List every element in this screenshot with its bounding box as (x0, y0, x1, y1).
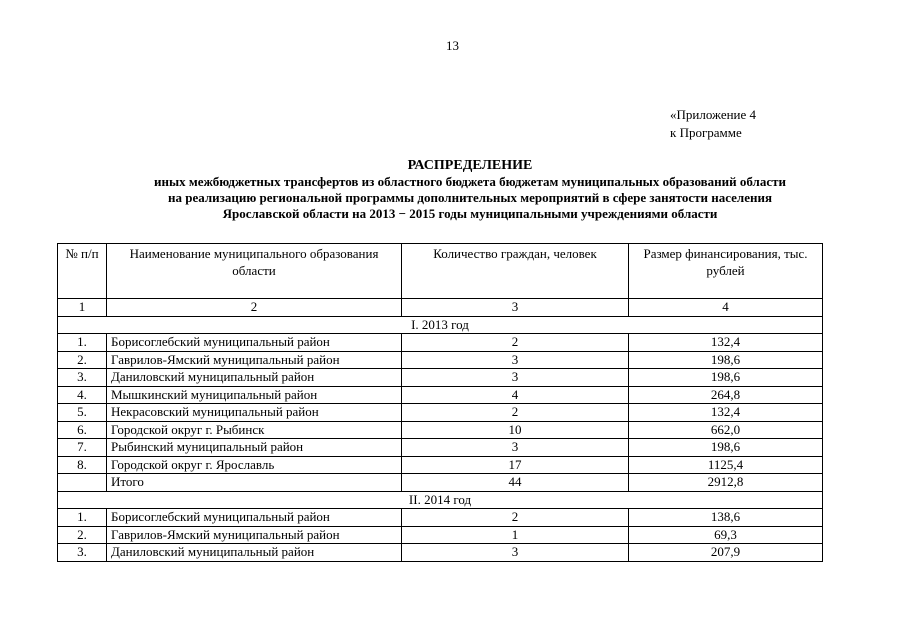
column-index: 3 (402, 299, 629, 317)
column-index: 2 (107, 299, 402, 317)
table-row (58, 544, 823, 562)
row-num: 5. (58, 404, 107, 422)
table-row (58, 456, 823, 474)
row-sum: 198,6 (629, 369, 823, 387)
row-sum: 132,4 (629, 334, 823, 352)
row-sum: 198,6 (629, 439, 823, 457)
section-row-2014 (58, 491, 823, 509)
title-line-2: на реализацию региональной программы дополнительных мероприятий в сфере занятости населения (168, 190, 772, 205)
row-count: 3 (402, 544, 629, 562)
row-sum: 1125,4 (629, 456, 823, 474)
table-row (58, 526, 823, 544)
row-count: 1 (402, 526, 629, 544)
row-num: 1. (58, 509, 107, 527)
row-sum: 662,0 (629, 421, 823, 439)
column-index: 1 (58, 299, 107, 317)
total-sum: 2912,8 (629, 474, 823, 492)
title-line-1: иных межбюджетных трансфертов из областного бюджета бюджетам муниципальных образований области (153, 174, 786, 189)
row-name: Городской округ г. Рыбинск (107, 421, 402, 439)
table-row (58, 369, 823, 387)
row-sum: 198,6 (629, 351, 823, 369)
appendix-line-1: «Приложение 4 (670, 107, 757, 122)
section-row-2013 (58, 316, 823, 334)
row-count: 17 (402, 456, 629, 474)
appendix-reference (670, 106, 756, 142)
row-count: 2 (402, 509, 629, 527)
table-row (58, 351, 823, 369)
appendix-line-2: к Программе (670, 125, 742, 140)
row-count: 2 (402, 334, 629, 352)
row-name: Городской округ г. Ярославль (107, 456, 402, 474)
page-number: 13 (446, 38, 459, 53)
title-line-3: Ярославской области на 2013 − 2015 годы муниципальными учреждениями области (222, 206, 718, 221)
row-name: Борисоглебский муниципальный район (107, 509, 402, 527)
row-name: Гаврилов-Ямский муниципальный район (107, 351, 402, 369)
row-sum: 69,3 (629, 526, 823, 544)
row-sum: 207,9 (629, 544, 823, 562)
total-row (58, 474, 823, 492)
column-index-row (58, 299, 823, 317)
row-num: 6. (58, 421, 107, 439)
row-num: 3. (58, 369, 107, 387)
total-label: Итого (107, 474, 402, 492)
table-row (58, 334, 823, 352)
header-count: Количество граждан, человек (402, 244, 629, 299)
row-count: 2 (402, 404, 629, 422)
section-title: II. 2014 год (58, 491, 823, 509)
row-num: 2. (58, 351, 107, 369)
row-sum: 132,4 (629, 404, 823, 422)
row-name: Рыбинский муниципальный район (107, 439, 402, 457)
row-name: Даниловский муниципальный район (107, 544, 402, 562)
table-row (58, 386, 823, 404)
header-sum: Размер финансирования, тыс. рублей (629, 244, 823, 299)
row-count: 3 (402, 351, 629, 369)
row-sum: 138,6 (629, 509, 823, 527)
row-num: 2. (58, 526, 107, 544)
row-num: 8. (58, 456, 107, 474)
row-num: 4. (58, 386, 107, 404)
distribution-table (57, 243, 823, 562)
column-index: 4 (629, 299, 823, 317)
document-title (60, 158, 880, 222)
table-row (58, 404, 823, 422)
total-num (58, 474, 107, 492)
row-name: Мышкинский муниципальный район (107, 386, 402, 404)
row-sum: 264,8 (629, 386, 823, 404)
title-heading: РАСПРЕДЕЛЕНИЕ (407, 158, 533, 173)
row-num: 7. (58, 439, 107, 457)
row-count: 10 (402, 421, 629, 439)
row-count: 3 (402, 439, 629, 457)
header-name: Наименование муниципального образования области (107, 244, 402, 299)
row-name: Некрасовский муниципальный район (107, 404, 402, 422)
total-count: 44 (402, 474, 629, 492)
row-name: Даниловский муниципальный район (107, 369, 402, 387)
row-name: Гаврилов-Ямский муниципальный район (107, 526, 402, 544)
row-num: 1. (58, 334, 107, 352)
section-title: I. 2013 год (58, 316, 823, 334)
row-name: Борисоглебский муниципальный район (107, 334, 402, 352)
header-num: № п/п (58, 244, 107, 299)
row-num: 3. (58, 544, 107, 562)
row-count: 3 (402, 369, 629, 387)
table-row (58, 421, 823, 439)
table-row (58, 509, 823, 527)
row-count: 4 (402, 386, 629, 404)
table-row (58, 439, 823, 457)
table-header-row (58, 244, 823, 299)
